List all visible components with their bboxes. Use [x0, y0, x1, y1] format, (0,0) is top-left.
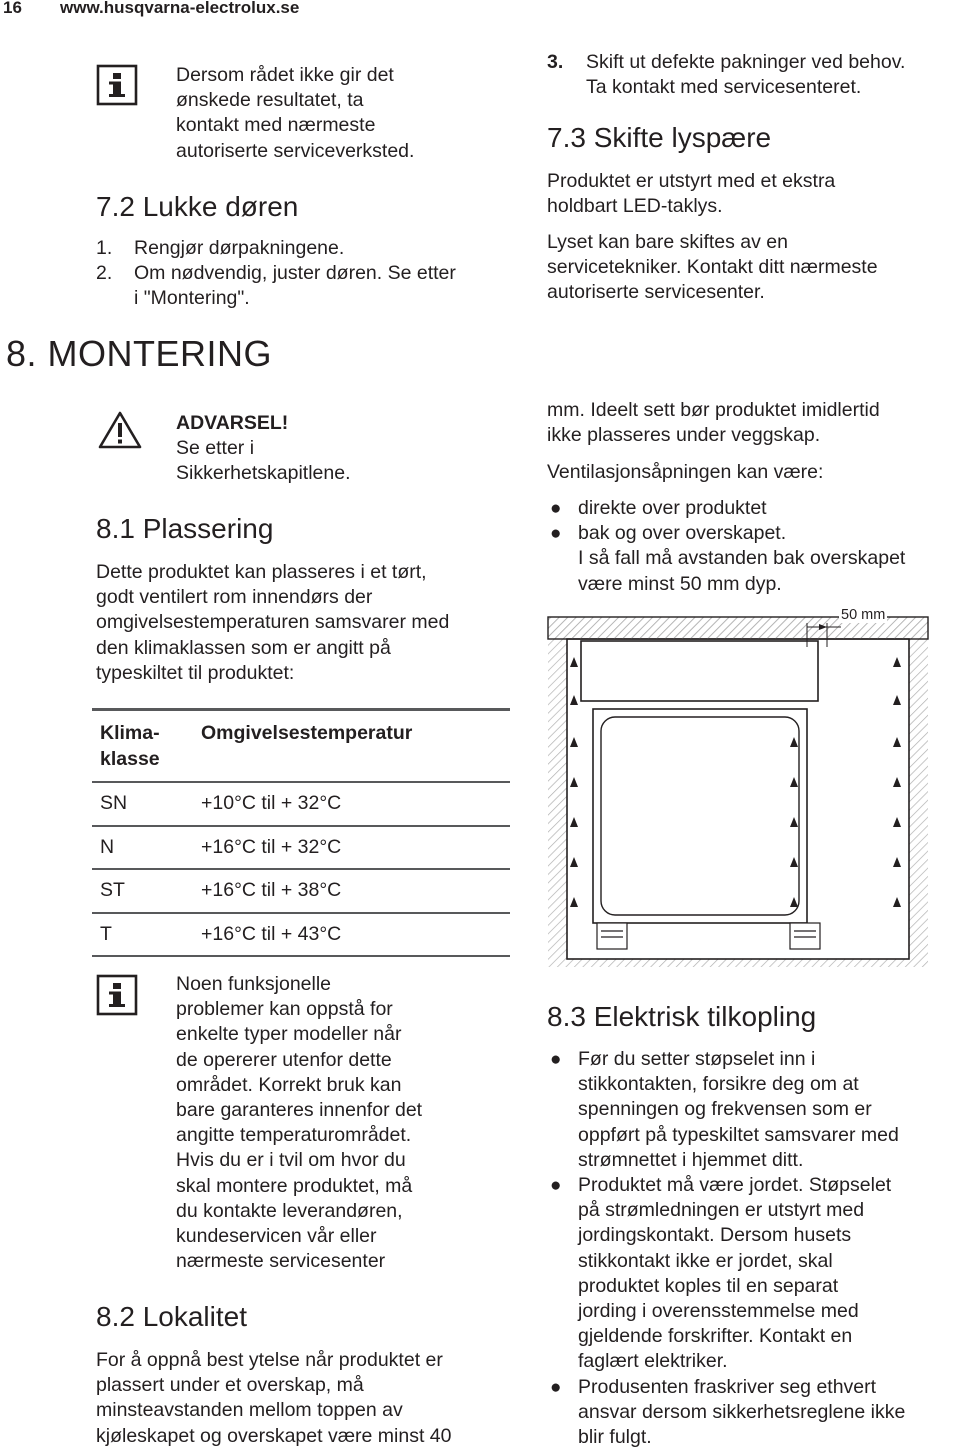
text-line: minsteavstanden mellom toppen av	[96, 1399, 403, 1422]
section-8-1-paragraph	[96, 560, 449, 686]
warning-title: ADVARSEL!	[176, 412, 289, 434]
text-line: Sikkerhetskapitlene.	[176, 462, 351, 485]
step-text: Ta kontakt med servicesenteret.	[586, 76, 862, 99]
text-line: blir fulgt.	[578, 1426, 652, 1449]
info-note-text	[176, 972, 422, 1274]
text-line: stikkontakt ikke er jordet, skal	[578, 1249, 833, 1272]
text-line: skal montere produktet, må	[176, 1174, 413, 1197]
table-header-cell: Omgivelsestemperatur	[201, 722, 413, 744]
section-8-3-title: 8.3 Elektrisk tilkopling	[547, 1001, 817, 1032]
text-line: bak og over overskapet.	[578, 522, 787, 545]
text-line: problemer kan oppstå for	[176, 998, 393, 1021]
table-cell: +16°C til + 38°C	[201, 879, 342, 901]
header-line: Klima-	[100, 722, 160, 744]
text-line: bare garanteres innenfor det	[176, 1099, 423, 1122]
text-line: holdbart LED-taklys.	[547, 195, 723, 218]
ventilation-list	[547, 496, 957, 597]
text-line: på strømledningen er utstyrt med	[578, 1199, 865, 1222]
text-line: være minst 50 mm dyp.	[578, 572, 782, 595]
list-item	[547, 496, 957, 521]
text-line: Hvis du er i tvil om hvor du	[176, 1149, 406, 1172]
text-line: Dersom rådet ikke gir det	[176, 64, 394, 86]
section-7-2-title: 7.2 Lukke døren	[96, 191, 299, 222]
ventilation-intro: Ventilasjonsåpningen kan være:	[547, 461, 824, 483]
text-line: strømnettet i hjemmet ditt.	[578, 1148, 804, 1171]
text-line: gjeldende forskrifter. Kontakt en	[578, 1325, 853, 1348]
section-8-1-title: 8.1 Plassering	[96, 513, 274, 544]
bullet: ●	[550, 1175, 562, 1197]
info-note-text	[176, 63, 414, 164]
step-number: 2.	[96, 262, 113, 285]
text-line: Dette produktet kan plasseres i et tørt,	[96, 561, 427, 583]
text-line: kontakt med nærmeste	[176, 114, 376, 137]
header-line: klasse	[100, 748, 160, 770]
section-7-3-para1	[547, 169, 835, 219]
list-item	[547, 1047, 957, 1173]
table-header-cell	[92, 710, 201, 783]
text-line: Se etter i	[176, 437, 255, 460]
electrical-list	[547, 1047, 957, 1450]
text-line: Produktet må være jordet. Støpselet	[578, 1174, 892, 1197]
table-cell: SN	[100, 792, 128, 814]
step-number: 3.	[547, 51, 564, 73]
ventilation-diagram	[545, 597, 957, 971]
table-cell: +16°C til + 43°C	[201, 922, 342, 945]
section-8-2-paragraph	[96, 1348, 452, 1449]
table-cell: N	[100, 835, 115, 858]
info-note	[96, 974, 138, 1021]
text-line: ansvar dersom sikkerhetsreglene ikke	[578, 1400, 906, 1423]
text-line: Noen funksjonelle	[176, 973, 332, 995]
text-line: den klimaklassen som er angitt på	[96, 636, 391, 659]
text-line: området. Korrekt bruk kan	[176, 1073, 402, 1096]
text-line: ønskede resultatet, ta	[176, 89, 364, 112]
text-line: enkelte typer modeller når	[176, 1023, 402, 1046]
text-line: nærmeste servicesenter	[176, 1250, 386, 1273]
header-url: www.husqvarna-electrolux.se	[60, 0, 300, 17]
step-text: Om nødvendig, juster døren. Se etter	[134, 262, 456, 285]
list-item	[547, 50, 957, 100]
bullet: ●	[550, 1376, 562, 1398]
table-row	[92, 869, 510, 913]
text-line: servicetekniker. Kontakt ditt nærmeste	[547, 256, 878, 279]
text-line: du kontakte leverandøren,	[176, 1199, 403, 1222]
table-header-row	[92, 710, 510, 783]
text-line: Lyset kan bare skiftes av en	[547, 231, 788, 253]
bullet: ●	[550, 523, 562, 545]
info-note	[96, 64, 138, 111]
step-text: Rengjør dørpakningene.	[134, 237, 345, 259]
text-line: ikke plasseres under veggskap.	[547, 424, 821, 447]
text-line: de opererer utenfor dette	[176, 1048, 392, 1071]
text-line: mm. Ideelt sett bør produktet imidlertid	[547, 399, 880, 421]
step-text: Skift ut defekte pakninger ved behov.	[586, 51, 906, 73]
step-number: 1.	[96, 237, 113, 259]
table-cell: ST	[100, 879, 125, 901]
section-7-3-para2	[547, 230, 878, 306]
text-line: typeskiltet til produktet:	[96, 661, 295, 684]
text-line: godt ventilert rom innendørs der	[96, 586, 373, 609]
bullet: ●	[550, 498, 562, 519]
climate-class-table	[92, 708, 510, 957]
text-line: oppført på typeskiltet samsvarer med	[578, 1123, 899, 1146]
warning-icon	[98, 410, 142, 450]
section-8-2-title: 8.2 Lokalitet	[96, 1301, 247, 1332]
table-row	[92, 913, 510, 957]
info-icon	[96, 974, 138, 1016]
step-text: i "Montering".	[134, 287, 250, 310]
text-line: omgivelsestemperaturen samsvarer med	[96, 611, 450, 634]
text-line: plassert under et overskap, må	[96, 1374, 364, 1397]
text-line: produktet koples til en separat	[578, 1274, 839, 1297]
text-line: I så fall må avstanden bak overskapet	[578, 547, 906, 570]
list-item	[96, 236, 526, 261]
text-line: angitte temperaturområdet.	[176, 1124, 412, 1147]
text-line: spenningen og frekvensen som er	[578, 1098, 872, 1121]
step-list	[547, 50, 957, 100]
section-8-2-continuation	[547, 398, 880, 448]
warning-text	[176, 411, 351, 487]
section-7-3-title: 7.3 Skifte lyspære	[547, 122, 772, 153]
text-line: For å oppnå best ytelse når produktet er	[96, 1349, 443, 1371]
text-line: Produktet er utstyrt med et ekstra	[547, 170, 836, 192]
list-item	[96, 261, 526, 311]
text-line: jordingskontakt. Dersom husets	[578, 1224, 852, 1247]
text-line: autoriserte serviceverksted.	[176, 139, 415, 162]
list-item	[547, 521, 957, 597]
section-7-2-steps	[96, 236, 526, 312]
text-line: kjøleskapet og overskapet være minst 40	[96, 1424, 452, 1447]
text-line: faglært elektriker.	[578, 1350, 728, 1373]
diagram-label: 50 mm	[841, 607, 886, 623]
bullet: ●	[550, 1049, 562, 1070]
info-icon	[96, 64, 138, 106]
text-line: jording i overensstemmelse med	[578, 1300, 859, 1323]
text-line: stikkontakten, forsikre deg om at	[578, 1073, 859, 1096]
warning-note	[98, 410, 142, 455]
text-line: Før du setter støpselet inn i	[578, 1048, 816, 1070]
page-number: 16	[3, 0, 22, 17]
table-row	[92, 826, 510, 870]
table-cell: +16°C til + 32°C	[201, 835, 342, 858]
table-cell: T	[100, 922, 112, 945]
text-line: autoriserte servicesenter.	[547, 281, 765, 304]
text-line: direkte over produktet	[578, 497, 767, 519]
text-line: Produsenten fraskriver seg ethvert	[578, 1375, 877, 1398]
chapter-title: 8. MONTERING	[6, 333, 273, 374]
text-line: kundeservicen vår eller	[176, 1225, 377, 1248]
table-cell: +10°C til + 32°C	[201, 792, 342, 814]
list-item	[547, 1173, 957, 1375]
table-row	[92, 782, 510, 826]
list-item	[547, 1375, 957, 1451]
